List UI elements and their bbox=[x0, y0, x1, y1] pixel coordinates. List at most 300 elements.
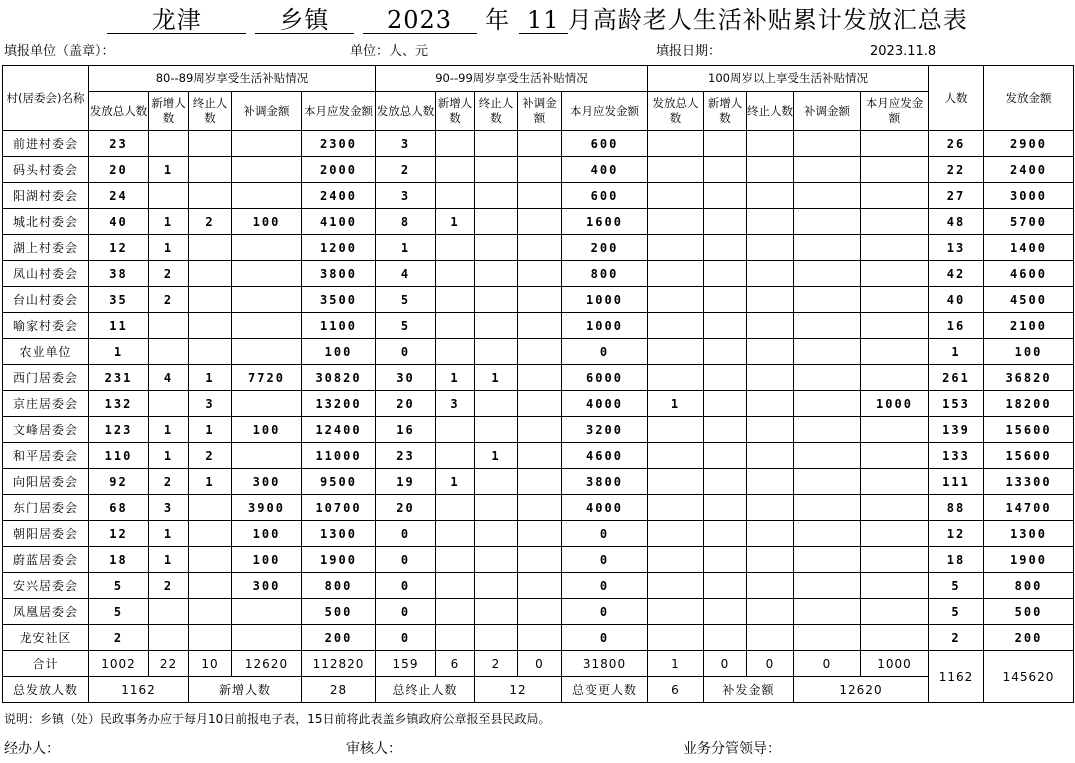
data-cell bbox=[475, 209, 518, 235]
header-group-90-99: 90--99周岁享受生活补贴情况 bbox=[376, 66, 648, 92]
data-cell bbox=[475, 547, 518, 573]
note-text: 说明：乡镇（处）民政事务办应于每月10日前报电子表，15日前将此表盖乡镇政府公章报至县民政局。 bbox=[4, 712, 551, 726]
data-cell bbox=[518, 521, 562, 547]
data-cell bbox=[704, 573, 747, 599]
data-cell bbox=[436, 625, 475, 651]
data-cell bbox=[861, 235, 929, 261]
subheader-cell: 补调金额 bbox=[518, 92, 562, 131]
data-cell bbox=[436, 443, 475, 469]
data-cell bbox=[232, 261, 302, 287]
data-cell bbox=[232, 131, 302, 157]
village-name: 农业单位 bbox=[3, 339, 89, 365]
data-cell: 300 bbox=[232, 573, 302, 599]
table-row bbox=[3, 599, 1074, 625]
data-cell bbox=[475, 235, 518, 261]
data-cell: 4100 bbox=[302, 209, 376, 235]
data-cell: 1 bbox=[89, 339, 149, 365]
data-cell bbox=[861, 599, 929, 625]
data-cell bbox=[648, 157, 704, 183]
total-row bbox=[3, 651, 1074, 677]
data-cell bbox=[648, 417, 704, 443]
table-row bbox=[3, 261, 1074, 287]
data-cell: 0 bbox=[376, 625, 436, 651]
page-title bbox=[0, 2, 1075, 38]
data-cell: 3 bbox=[149, 495, 189, 521]
village-name: 蔚蓝居委会 bbox=[3, 547, 89, 573]
data-cell bbox=[861, 209, 929, 235]
subheader-cell: 终止人数 bbox=[747, 92, 794, 131]
data-cell: 40 bbox=[89, 209, 149, 235]
data-cell: 20 bbox=[89, 157, 149, 183]
table-row bbox=[3, 443, 1074, 469]
data-cell: 11000 bbox=[302, 443, 376, 469]
data-cell bbox=[794, 573, 861, 599]
data-cell bbox=[861, 131, 929, 157]
data-cell bbox=[794, 495, 861, 521]
amount-cell: 1900 bbox=[984, 547, 1074, 573]
data-cell: 2400 bbox=[302, 183, 376, 209]
data-cell: 3500 bbox=[302, 287, 376, 313]
data-cell: 2 bbox=[189, 443, 232, 469]
data-cell bbox=[518, 287, 562, 313]
data-cell: 0 bbox=[376, 521, 436, 547]
data-cell bbox=[861, 313, 929, 339]
data-cell bbox=[794, 443, 861, 469]
data-cell: 1 bbox=[648, 391, 704, 417]
data-cell bbox=[518, 599, 562, 625]
data-cell: 0 bbox=[376, 339, 436, 365]
amount-cell: 200 bbox=[984, 625, 1074, 651]
subsidy-summary-table bbox=[2, 65, 1074, 703]
data-cell: 1000 bbox=[562, 313, 648, 339]
summary-label-stop: 总终止人数 bbox=[376, 677, 475, 703]
data-cell bbox=[149, 391, 189, 417]
table-row bbox=[3, 625, 1074, 651]
amount-cell: 500 bbox=[984, 599, 1074, 625]
data-cell bbox=[648, 339, 704, 365]
amount-cell: 36820 bbox=[984, 365, 1074, 391]
data-cell bbox=[747, 209, 794, 235]
data-cell bbox=[648, 313, 704, 339]
data-cell: 1 bbox=[436, 365, 475, 391]
data-cell bbox=[704, 339, 747, 365]
data-cell bbox=[648, 469, 704, 495]
data-cell bbox=[475, 495, 518, 521]
people-cell: 26 bbox=[929, 131, 984, 157]
data-cell bbox=[189, 131, 232, 157]
data-cell bbox=[861, 261, 929, 287]
village-name: 京庄居委会 bbox=[3, 391, 89, 417]
amount-cell: 15600 bbox=[984, 417, 1074, 443]
amount-cell: 4600 bbox=[984, 261, 1074, 287]
data-cell bbox=[189, 261, 232, 287]
data-cell bbox=[518, 183, 562, 209]
data-cell bbox=[861, 521, 929, 547]
data-cell: 13200 bbox=[302, 391, 376, 417]
data-cell bbox=[436, 313, 475, 339]
data-cell bbox=[648, 287, 704, 313]
data-cell: 3 bbox=[436, 391, 475, 417]
table-row bbox=[3, 469, 1074, 495]
summary-value-reissue: 12620 bbox=[794, 677, 929, 703]
data-cell bbox=[518, 261, 562, 287]
data-cell bbox=[794, 157, 861, 183]
table-row bbox=[3, 235, 1074, 261]
data-cell bbox=[747, 547, 794, 573]
data-cell bbox=[436, 573, 475, 599]
data-cell bbox=[232, 625, 302, 651]
data-cell bbox=[518, 547, 562, 573]
data-cell bbox=[648, 495, 704, 521]
data-cell bbox=[648, 443, 704, 469]
data-cell bbox=[518, 313, 562, 339]
village-name: 龙安社区 bbox=[3, 625, 89, 651]
people-cell: 261 bbox=[929, 365, 984, 391]
total-cell: 0 bbox=[704, 651, 747, 677]
data-cell bbox=[436, 339, 475, 365]
data-cell bbox=[232, 287, 302, 313]
data-cell bbox=[648, 235, 704, 261]
data-cell: 0 bbox=[376, 573, 436, 599]
data-cell: 5 bbox=[89, 573, 149, 599]
data-cell: 3 bbox=[376, 131, 436, 157]
data-cell bbox=[747, 599, 794, 625]
total-cell: 6 bbox=[436, 651, 475, 677]
summary-label-reissue: 补发金额 bbox=[704, 677, 794, 703]
village-name: 西门居委会 bbox=[3, 365, 89, 391]
people-cell: 12 bbox=[929, 521, 984, 547]
subheader-cell: 本月应发金额 bbox=[302, 92, 376, 131]
village-name: 向阳居委会 bbox=[3, 469, 89, 495]
data-cell: 1 bbox=[149, 547, 189, 573]
data-cell bbox=[518, 417, 562, 443]
data-cell: 1300 bbox=[302, 521, 376, 547]
data-cell bbox=[861, 443, 929, 469]
total-cell: 1000 bbox=[861, 651, 929, 677]
data-cell: 7720 bbox=[232, 365, 302, 391]
data-cell bbox=[189, 339, 232, 365]
data-cell bbox=[704, 235, 747, 261]
data-cell bbox=[436, 547, 475, 573]
title-year-label: 年 bbox=[485, 6, 511, 34]
data-cell bbox=[475, 287, 518, 313]
data-cell bbox=[747, 391, 794, 417]
data-cell bbox=[518, 235, 562, 261]
data-cell bbox=[747, 261, 794, 287]
data-cell: 92 bbox=[89, 469, 149, 495]
data-cell bbox=[648, 183, 704, 209]
data-cell bbox=[794, 235, 861, 261]
data-cell: 3800 bbox=[562, 469, 648, 495]
data-cell bbox=[704, 625, 747, 651]
data-cell: 110 bbox=[89, 443, 149, 469]
data-cell: 3800 bbox=[302, 261, 376, 287]
data-cell bbox=[189, 495, 232, 521]
data-cell bbox=[794, 417, 861, 443]
data-cell bbox=[861, 417, 929, 443]
data-cell: 100 bbox=[302, 339, 376, 365]
total-cell: 2 bbox=[475, 651, 518, 677]
data-cell bbox=[747, 313, 794, 339]
data-cell: 600 bbox=[562, 131, 648, 157]
data-cell: 4 bbox=[149, 365, 189, 391]
data-cell bbox=[189, 521, 232, 547]
data-cell: 0 bbox=[562, 573, 648, 599]
people-cell: 5 bbox=[929, 573, 984, 599]
data-cell: 123 bbox=[89, 417, 149, 443]
data-cell bbox=[861, 287, 929, 313]
data-cell bbox=[436, 521, 475, 547]
data-cell: 24 bbox=[89, 183, 149, 209]
table-row bbox=[3, 495, 1074, 521]
people-cell: 13 bbox=[929, 235, 984, 261]
data-cell: 3 bbox=[189, 391, 232, 417]
data-cell bbox=[475, 261, 518, 287]
village-name: 城北村委会 bbox=[3, 209, 89, 235]
subheader-cell: 终止人数 bbox=[475, 92, 518, 131]
total-amount: 145620 bbox=[984, 651, 1074, 703]
data-cell: 1 bbox=[189, 469, 232, 495]
data-cell bbox=[794, 391, 861, 417]
data-cell bbox=[475, 625, 518, 651]
data-cell bbox=[232, 313, 302, 339]
data-cell: 20 bbox=[376, 391, 436, 417]
data-cell bbox=[861, 625, 929, 651]
data-cell bbox=[475, 391, 518, 417]
data-cell: 30 bbox=[376, 365, 436, 391]
village-name: 安兴居委会 bbox=[3, 573, 89, 599]
data-cell bbox=[518, 573, 562, 599]
data-cell bbox=[747, 573, 794, 599]
data-cell: 1 bbox=[149, 157, 189, 183]
data-cell: 2 bbox=[189, 209, 232, 235]
amount-cell: 5700 bbox=[984, 209, 1074, 235]
data-cell: 1900 bbox=[302, 547, 376, 573]
people-cell: 153 bbox=[929, 391, 984, 417]
data-cell: 600 bbox=[562, 183, 648, 209]
data-cell bbox=[149, 131, 189, 157]
amount-cell: 13300 bbox=[984, 469, 1074, 495]
people-cell: 16 bbox=[929, 313, 984, 339]
people-cell: 48 bbox=[929, 209, 984, 235]
data-cell: 0 bbox=[562, 521, 648, 547]
data-cell bbox=[475, 183, 518, 209]
data-cell: 2 bbox=[149, 469, 189, 495]
data-cell bbox=[518, 157, 562, 183]
data-cell: 0 bbox=[562, 599, 648, 625]
data-cell bbox=[794, 469, 861, 495]
total-label: 合计 bbox=[3, 651, 89, 677]
data-cell: 3900 bbox=[232, 495, 302, 521]
data-cell bbox=[704, 521, 747, 547]
data-cell: 400 bbox=[562, 157, 648, 183]
table-row bbox=[3, 157, 1074, 183]
people-cell: 111 bbox=[929, 469, 984, 495]
data-cell bbox=[747, 469, 794, 495]
table-row bbox=[3, 131, 1074, 157]
data-cell bbox=[861, 573, 929, 599]
people-cell: 22 bbox=[929, 157, 984, 183]
subheader-cell: 新增人数 bbox=[704, 92, 747, 131]
total-cell: 159 bbox=[376, 651, 436, 677]
data-cell bbox=[648, 547, 704, 573]
title-place: 龙津 bbox=[107, 7, 246, 34]
data-cell: 2 bbox=[149, 573, 189, 599]
amount-cell: 1400 bbox=[984, 235, 1074, 261]
data-cell bbox=[704, 261, 747, 287]
data-cell: 500 bbox=[302, 599, 376, 625]
amount-cell: 2400 bbox=[984, 157, 1074, 183]
total-cell: 0 bbox=[794, 651, 861, 677]
data-cell bbox=[747, 521, 794, 547]
amount-cell: 18200 bbox=[984, 391, 1074, 417]
data-cell bbox=[648, 625, 704, 651]
data-cell: 2300 bbox=[302, 131, 376, 157]
data-cell bbox=[648, 521, 704, 547]
title-year: 2023 bbox=[363, 7, 477, 34]
subheader-cell: 发放总人数 bbox=[648, 92, 704, 131]
data-cell bbox=[648, 365, 704, 391]
data-cell: 100 bbox=[232, 209, 302, 235]
data-cell: 18 bbox=[89, 547, 149, 573]
data-cell bbox=[436, 417, 475, 443]
data-cell bbox=[436, 235, 475, 261]
data-cell: 12400 bbox=[302, 417, 376, 443]
data-cell bbox=[861, 495, 929, 521]
amount-cell: 1300 bbox=[984, 521, 1074, 547]
data-cell: 1 bbox=[149, 209, 189, 235]
data-cell: 800 bbox=[302, 573, 376, 599]
data-cell bbox=[794, 261, 861, 287]
data-cell bbox=[149, 599, 189, 625]
subheader-cell: 新增人数 bbox=[149, 92, 189, 131]
village-name: 文峰居委会 bbox=[3, 417, 89, 443]
data-cell bbox=[436, 131, 475, 157]
data-cell: 100 bbox=[232, 547, 302, 573]
people-cell: 133 bbox=[929, 443, 984, 469]
data-cell bbox=[704, 365, 747, 391]
data-cell bbox=[648, 599, 704, 625]
data-cell bbox=[861, 365, 929, 391]
people-cell: 42 bbox=[929, 261, 984, 287]
table-row bbox=[3, 573, 1074, 599]
data-cell: 10700 bbox=[302, 495, 376, 521]
summary-value-new: 28 bbox=[302, 677, 376, 703]
data-cell bbox=[518, 365, 562, 391]
header-village: 村(居委会)名称 bbox=[3, 66, 89, 131]
data-cell bbox=[232, 391, 302, 417]
data-cell bbox=[747, 287, 794, 313]
total-cell: 1002 bbox=[89, 651, 149, 677]
data-cell: 1000 bbox=[861, 391, 929, 417]
data-cell bbox=[747, 625, 794, 651]
total-cell: 12620 bbox=[232, 651, 302, 677]
data-cell: 0 bbox=[376, 547, 436, 573]
data-cell bbox=[475, 469, 518, 495]
data-cell: 6000 bbox=[562, 365, 648, 391]
data-cell bbox=[861, 469, 929, 495]
data-cell bbox=[704, 391, 747, 417]
data-cell bbox=[189, 573, 232, 599]
data-cell: 0 bbox=[562, 339, 648, 365]
data-cell bbox=[475, 131, 518, 157]
data-cell: 1600 bbox=[562, 209, 648, 235]
data-cell: 30820 bbox=[302, 365, 376, 391]
date-label: 填报日期： bbox=[656, 44, 722, 59]
total-cell: 22 bbox=[149, 651, 189, 677]
village-name: 喻家村委会 bbox=[3, 313, 89, 339]
summary-value-change: 6 bbox=[648, 677, 704, 703]
data-cell: 8 bbox=[376, 209, 436, 235]
village-name: 阳湖村委会 bbox=[3, 183, 89, 209]
data-cell bbox=[747, 131, 794, 157]
data-cell bbox=[189, 183, 232, 209]
table-row bbox=[3, 417, 1074, 443]
data-cell bbox=[518, 339, 562, 365]
data-cell: 100 bbox=[232, 417, 302, 443]
data-cell bbox=[704, 443, 747, 469]
data-cell bbox=[794, 339, 861, 365]
village-name: 前进村委会 bbox=[3, 131, 89, 157]
data-cell bbox=[704, 417, 747, 443]
village-name: 朝阳居委会 bbox=[3, 521, 89, 547]
amount-cell: 3000 bbox=[984, 183, 1074, 209]
subheader-cell: 补调金额 bbox=[232, 92, 302, 131]
data-cell: 800 bbox=[562, 261, 648, 287]
data-cell: 200 bbox=[302, 625, 376, 651]
data-cell bbox=[794, 365, 861, 391]
data-cell: 5 bbox=[376, 287, 436, 313]
data-cell: 1 bbox=[149, 443, 189, 469]
data-cell bbox=[475, 313, 518, 339]
subheader-cell: 新增人数 bbox=[436, 92, 475, 131]
data-cell bbox=[704, 287, 747, 313]
data-cell: 2000 bbox=[302, 157, 376, 183]
data-cell: 200 bbox=[562, 235, 648, 261]
data-cell bbox=[861, 547, 929, 573]
data-cell: 1 bbox=[376, 235, 436, 261]
data-cell: 4 bbox=[376, 261, 436, 287]
data-cell: 132 bbox=[89, 391, 149, 417]
data-cell bbox=[518, 443, 562, 469]
data-cell bbox=[475, 417, 518, 443]
amount-cell: 4500 bbox=[984, 287, 1074, 313]
data-cell: 23 bbox=[376, 443, 436, 469]
table-row bbox=[3, 547, 1074, 573]
village-name: 凤山村委会 bbox=[3, 261, 89, 287]
data-cell bbox=[149, 183, 189, 209]
data-cell: 5 bbox=[89, 599, 149, 625]
data-cell: 300 bbox=[232, 469, 302, 495]
data-cell bbox=[232, 183, 302, 209]
amount-cell: 2900 bbox=[984, 131, 1074, 157]
data-cell bbox=[704, 313, 747, 339]
data-cell bbox=[648, 131, 704, 157]
subheader-cell: 发放总人数 bbox=[376, 92, 436, 131]
people-cell: 2 bbox=[929, 625, 984, 651]
summary-label-total: 总发放人数 bbox=[3, 677, 89, 703]
data-cell: 2 bbox=[149, 287, 189, 313]
data-cell bbox=[704, 157, 747, 183]
people-cell: 18 bbox=[929, 547, 984, 573]
data-cell bbox=[436, 183, 475, 209]
amount-cell: 2100 bbox=[984, 313, 1074, 339]
table-row bbox=[3, 365, 1074, 391]
data-cell: 2 bbox=[376, 157, 436, 183]
subheader-cell: 本月应发金额 bbox=[861, 92, 929, 131]
total-cell: 1 bbox=[648, 651, 704, 677]
data-cell: 5 bbox=[376, 313, 436, 339]
